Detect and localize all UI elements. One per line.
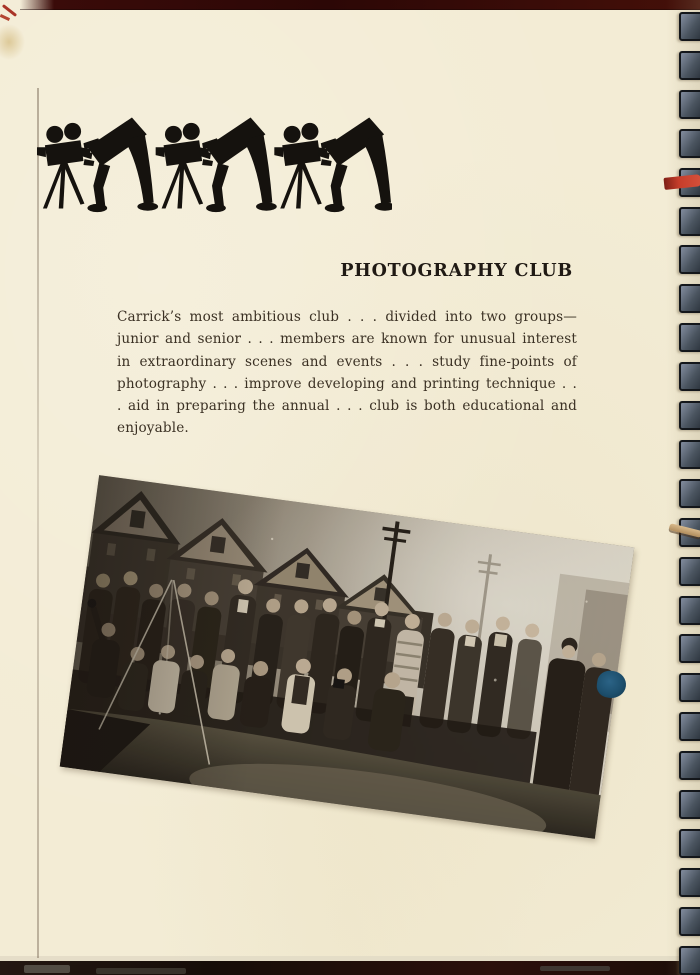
paper-stain bbox=[0, 24, 25, 60]
cover-texture-blob bbox=[96, 968, 186, 974]
binding-hole bbox=[679, 596, 700, 625]
binding-hole bbox=[679, 362, 700, 391]
binding-hole bbox=[679, 712, 700, 741]
binding-hole bbox=[679, 207, 700, 236]
binding-hole bbox=[679, 90, 700, 119]
binding-hole bbox=[679, 479, 700, 508]
binding-hole bbox=[679, 129, 700, 158]
binding-hole bbox=[679, 829, 700, 858]
red-pen-mark bbox=[0, 14, 10, 20]
binding-hole bbox=[679, 907, 700, 936]
binding-hole bbox=[679, 751, 700, 780]
binding-hole bbox=[679, 401, 700, 430]
cameramen-illustration bbox=[36, 116, 392, 216]
binding-hole bbox=[679, 557, 700, 586]
binding-hole bbox=[679, 868, 700, 897]
cameraman-silhouette bbox=[37, 118, 158, 213]
binding-hole bbox=[679, 946, 700, 975]
binding-hole bbox=[679, 440, 700, 469]
page-crease-line bbox=[37, 88, 39, 958]
cover-top-edge bbox=[20, 0, 700, 10]
cameraman-silhouette bbox=[156, 118, 277, 213]
cover-texture-blob bbox=[540, 966, 610, 971]
binding-hole bbox=[679, 51, 700, 80]
binding-hole bbox=[679, 245, 700, 274]
club-description: Carrick’s most ambitious club . . . divided into two groups—junior and senior . . . members are known for unusual interest in extraordinary scenes and events . . . study fine-points of photography . . . improve developing and printing technique . . . aid in preparing the annual . . . club is both educational and enjoyable. bbox=[117, 309, 577, 437]
binding-hole bbox=[679, 634, 700, 663]
page-title: PHOTOGRAPHY CLUB bbox=[340, 261, 573, 281]
binding-hole bbox=[679, 673, 700, 702]
club-photo-image bbox=[60, 475, 635, 839]
cameramen-row bbox=[37, 118, 392, 213]
binding-hole bbox=[679, 284, 700, 313]
binding-hole bbox=[679, 790, 700, 819]
binding-hole bbox=[679, 323, 700, 352]
binding-hole bbox=[679, 12, 700, 41]
cover-texture-blob bbox=[24, 965, 70, 973]
cameraman-silhouette bbox=[274, 118, 392, 213]
binding-rail bbox=[670, 0, 700, 975]
club-group-photo bbox=[60, 475, 635, 839]
